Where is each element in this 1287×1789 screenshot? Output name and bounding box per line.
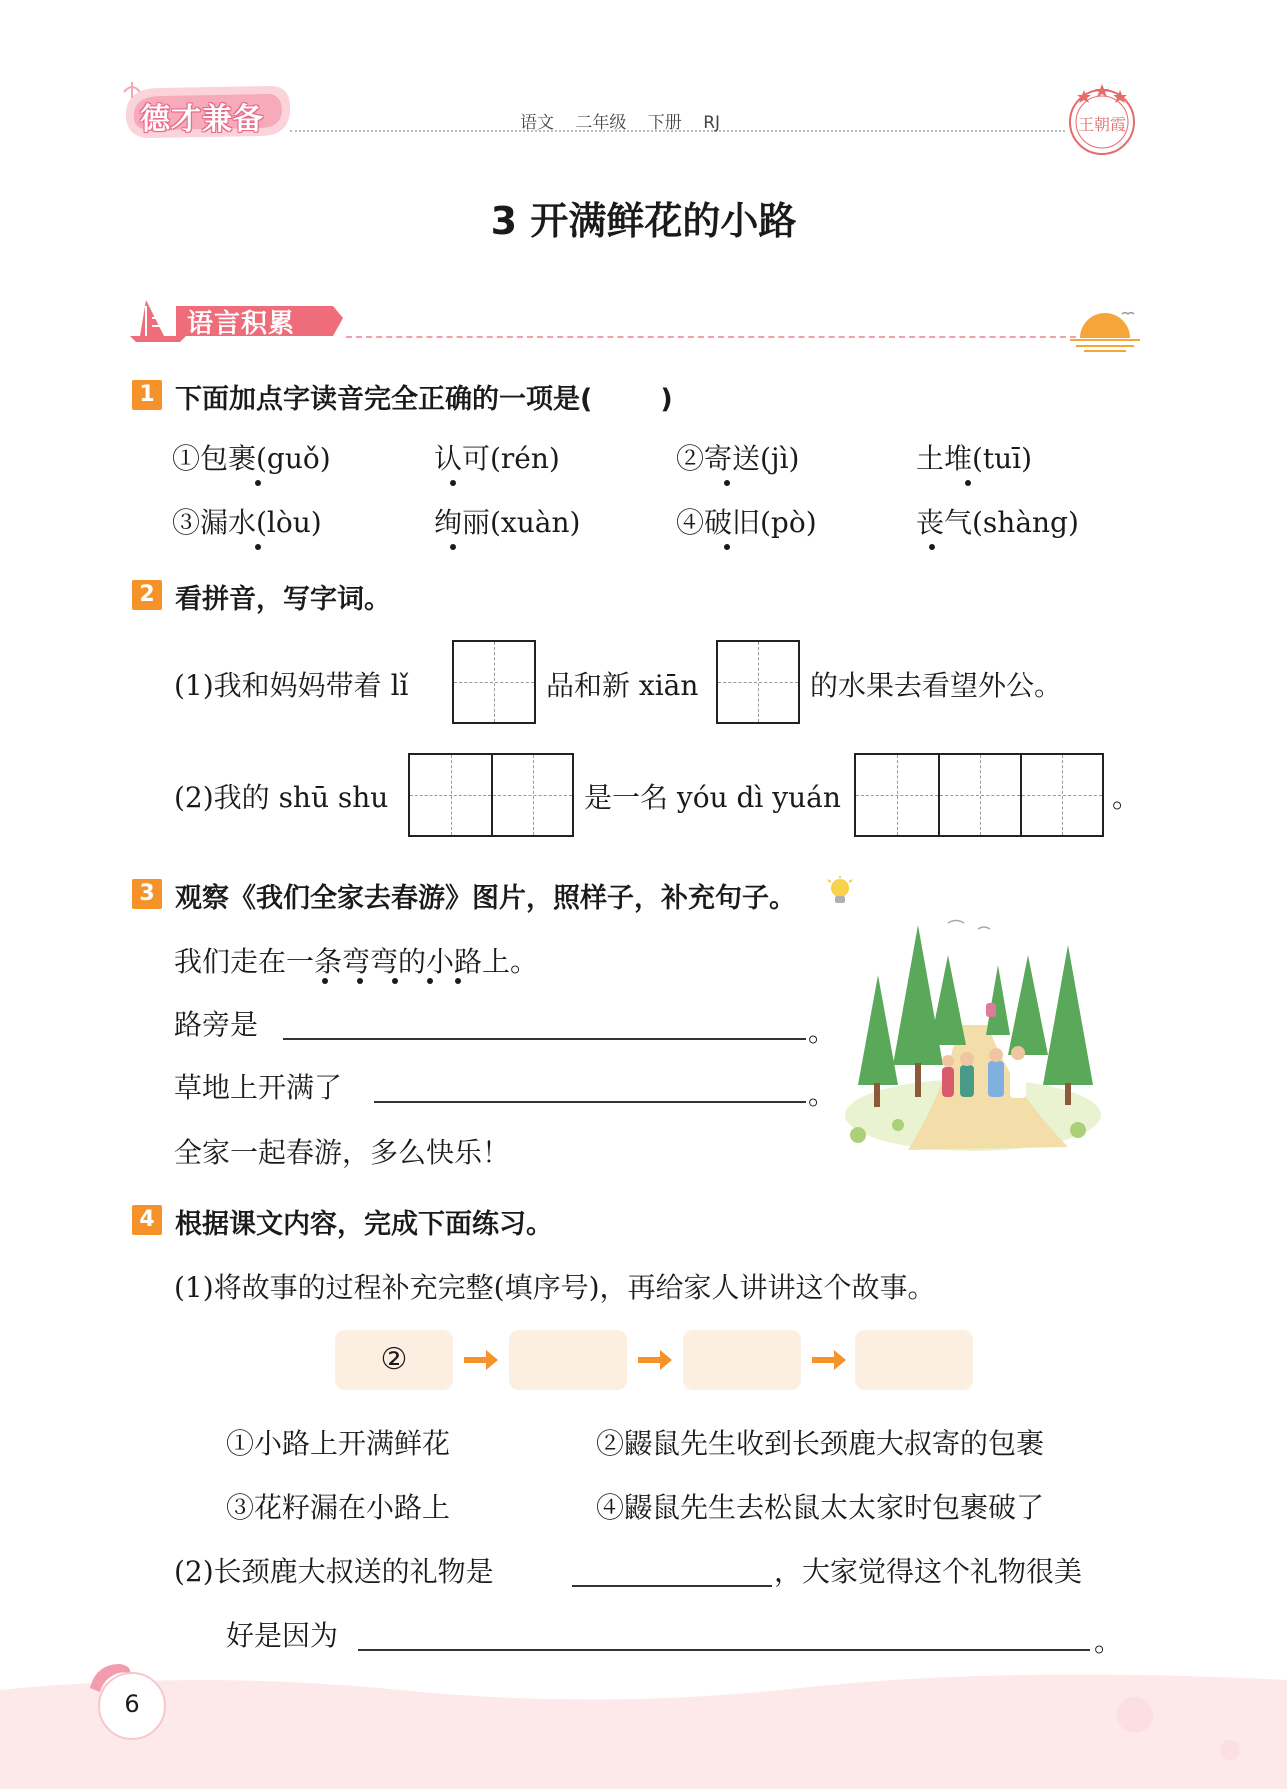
arrow-right-icon [464, 1350, 498, 1370]
arrow-right-icon [812, 1350, 846, 1370]
arrow-right-icon [638, 1350, 672, 1370]
question-1-close-paren: ) [660, 384, 673, 415]
spring-outing-illustration [838, 915, 1106, 1155]
writing-grid-youdiyuan[interactable] [854, 753, 1104, 837]
sentence-1-part-a: (1)我和妈妈带着 lǐ [174, 669, 409, 702]
emphasis-dot [392, 978, 398, 984]
page-title: 3 开满鲜花的小路 [490, 199, 797, 243]
section-divider [346, 336, 1076, 338]
answer-line-gift[interactable] [572, 1585, 772, 1587]
reason-end: 。 [1094, 1625, 1123, 1658]
flow-step-2[interactable] [509, 1330, 627, 1390]
emphasis-dot [965, 480, 971, 486]
emphasis-dot [322, 978, 328, 984]
emphasis-dot [357, 978, 363, 984]
question-4-part-2-cont: ，大家觉得这个礼物很美 [774, 1555, 1083, 1588]
example-sentence: 我们走在一条弯弯的小路上。 [174, 945, 539, 978]
section-title: 语言积累 [187, 309, 296, 339]
choice-2: ②鼹鼠先生收到长颈鹿大叔寄的包裹 [596, 1427, 1045, 1460]
author-seal [1062, 78, 1142, 158]
sentence-2-part-a: (2)我的 shū shu [174, 781, 389, 814]
fill-line-1-prompt: 路旁是 [174, 1008, 259, 1041]
fill-line-2-prompt: 草地上开满了 [174, 1071, 343, 1104]
option-4b: 丧气(shàng) [916, 506, 1079, 539]
closing-sentence: 全家一起春游，多么快乐！ [174, 1136, 511, 1169]
question-4-part-1: (1)将故事的过程补充完整(填序号)，再给家人讲讲这个故事。 [174, 1271, 936, 1304]
choice-4: ④鼹鼠先生去松鼠太太家时包裹破了 [596, 1491, 1045, 1524]
question-1-text: 下面加点字读音完全正确的一项是( [175, 384, 593, 415]
footer-wave [0, 1660, 1287, 1789]
question-1-prompt [175, 377, 673, 416]
page-number: 6 [124, 1690, 140, 1718]
fill-line-1-end: 。 [808, 1015, 837, 1048]
fill-line-2-end: 。 [808, 1078, 837, 1111]
emphasis-dot [450, 544, 456, 550]
sentence-1-part-c: 的水果去看望外公。 [810, 669, 1063, 702]
sentence-2-part-b: 是一名 yóu dì yuán [584, 781, 841, 814]
sunset-icon [1070, 308, 1140, 352]
choice-1: ①小路上开满鲜花 [226, 1427, 451, 1460]
answer-line-2[interactable] [374, 1101, 806, 1103]
writing-grid-shushu[interactable] [408, 753, 574, 837]
emphasis-dot [455, 978, 461, 984]
question-3-text: 观察《我们全家去春游》图片，照样子，补充句子。 [175, 883, 796, 914]
lightbulb-icon [826, 876, 854, 908]
sentence-1-part-b: 品和新 xiān [546, 669, 699, 702]
question-number-1: 1 [132, 380, 162, 410]
option-2b: 土堆(tuī) [916, 442, 1033, 475]
writing-grid-li[interactable] [452, 640, 536, 724]
emphasis-dot [929, 544, 935, 550]
question-4-text: 根据课文内容，完成下面练习。 [175, 1209, 553, 1240]
flow-step-1: ② [335, 1330, 453, 1390]
answer-line-reason[interactable] [358, 1649, 1090, 1651]
flow-step-4[interactable] [855, 1330, 973, 1390]
brand-logo-text: 德才兼备 [140, 102, 264, 137]
writing-grid-xian[interactable] [716, 640, 800, 724]
option-1a: ①包裹(guǒ) [172, 442, 331, 475]
question-number-2: 2 [132, 580, 162, 610]
emphasis-dot [724, 544, 730, 550]
seal-text: 王朝霞 [1077, 115, 1127, 134]
question-number-3: 3 [132, 879, 162, 909]
flow-step-3[interactable] [683, 1330, 801, 1390]
header-book-info: 语文 二年级 下册 RJ [520, 113, 721, 133]
option-2a: ②寄送(jì) [676, 442, 800, 475]
sentence-2-end: 。 [1112, 781, 1141, 814]
emphasis-dot [255, 480, 261, 486]
question-number-4: 4 [132, 1205, 162, 1235]
question-4-part-2: (2)长颈鹿大叔送的礼物是 [174, 1555, 494, 1588]
emphasis-dot [724, 480, 730, 486]
option-1b: 认可(rén) [434, 442, 560, 475]
emphasis-dot [255, 544, 261, 550]
emphasis-dot [450, 480, 456, 486]
option-3b: 绚丽(xuàn) [434, 506, 581, 539]
question-4-part-2-reason: 好是因为 [226, 1619, 339, 1652]
question-2-text: 看拼音，写字词。 [175, 584, 391, 615]
answer-line-1[interactable] [283, 1038, 806, 1040]
emphasis-dot [427, 978, 433, 984]
choice-3: ③花籽漏在小路上 [226, 1491, 451, 1524]
option-4a: ④破旧(pò) [676, 506, 817, 539]
option-3a: ③漏水(lòu) [172, 506, 322, 539]
